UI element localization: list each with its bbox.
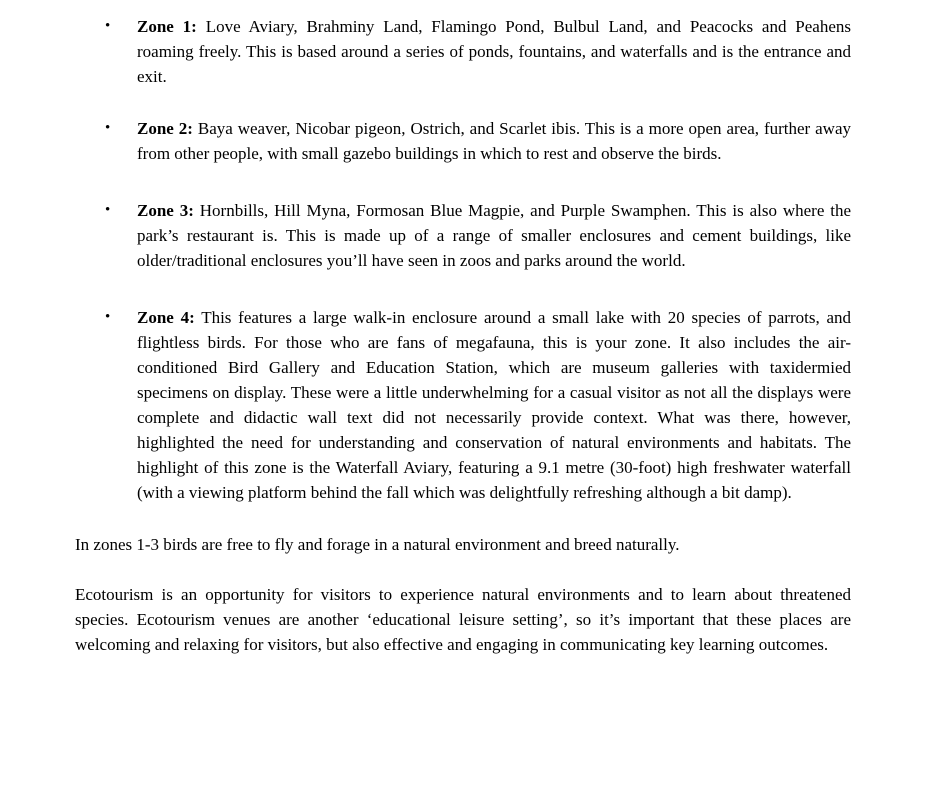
bullet-icon: • [105, 18, 111, 34]
zone-4-text: This features a large walk-in enclosure around a small lake with 20 species of parrots, and flightless birds. For those who are fans of megafauna, this is your zone. It also includes the air-conditioned Bird Gallery and Education Station, which are museum galleries with taxidermied specimens on display. These were a little underwhelming for a casual visitor as not all the displays were complete and didactic wall text did not necessarily provide context. What was there, however, highlighted the need for understanding and conservation of natural environments and habitats. The highlight of this zone is the Waterfall Aviary, featuring a 9.1 metre (30-foot) high freshwater waterfall (with a viewing platform behind the fall which was delightfully refreshing although a bit damp). [137, 308, 851, 502]
list-item-zone-1 [75, 14, 851, 89]
list-item-zone-3 [75, 198, 851, 273]
zone-3-label: Zone 3: [137, 201, 194, 220]
paragraph-zones-1-3: In zones 1-3 birds are free to fly and forage in a natural environment and breed naturally. [75, 535, 680, 554]
bullet-icon: • [105, 202, 111, 218]
paragraph-ecotourism: Ecotourism is an opportunity for visitors to experience natural environments and to learn about threatened species. Ecotourism venues are another ‘educational leisure setting’, so it’s important that these places are welcoming and relaxing for visitors, but also effective and engaging in communicating key learning outcomes. [75, 585, 851, 654]
bullet-icon: • [105, 309, 111, 325]
zone-1-label: Zone 1: [137, 17, 197, 36]
zone-2-label: Zone 2: [137, 119, 193, 138]
zone-1-text: Love Aviary, Brahminy Land, Flamingo Pond, Bulbul Land, and Peacocks and Peahens roaming freely. This is based around a series of ponds, fountains, and waterfalls and is the entrance and exit. [137, 17, 852, 86]
list-item-zone-2 [75, 116, 851, 166]
bullet-icon: • [105, 120, 111, 136]
list-item-zone-4 [75, 305, 851, 505]
zone-3-text: Hornbills, Hill Myna, Formosan Blue Magpie, and Purple Swamphen. This is also where the park’s restaurant is. This is made up of a range of smaller enclosures and cement buildings, like older/traditional enclosures you’ll have seen in zoos and parks around the world. [137, 201, 852, 270]
zone-4-label: Zone 4: [137, 308, 195, 327]
zone-bullet-list [75, 14, 851, 505]
zone-2-text: Baya weaver, Nicobar pigeon, Ostrich, and Scarlet ibis. This is a more open area, further away from other people, with small gazebo buildings in which to rest and observe the birds. [137, 119, 852, 163]
